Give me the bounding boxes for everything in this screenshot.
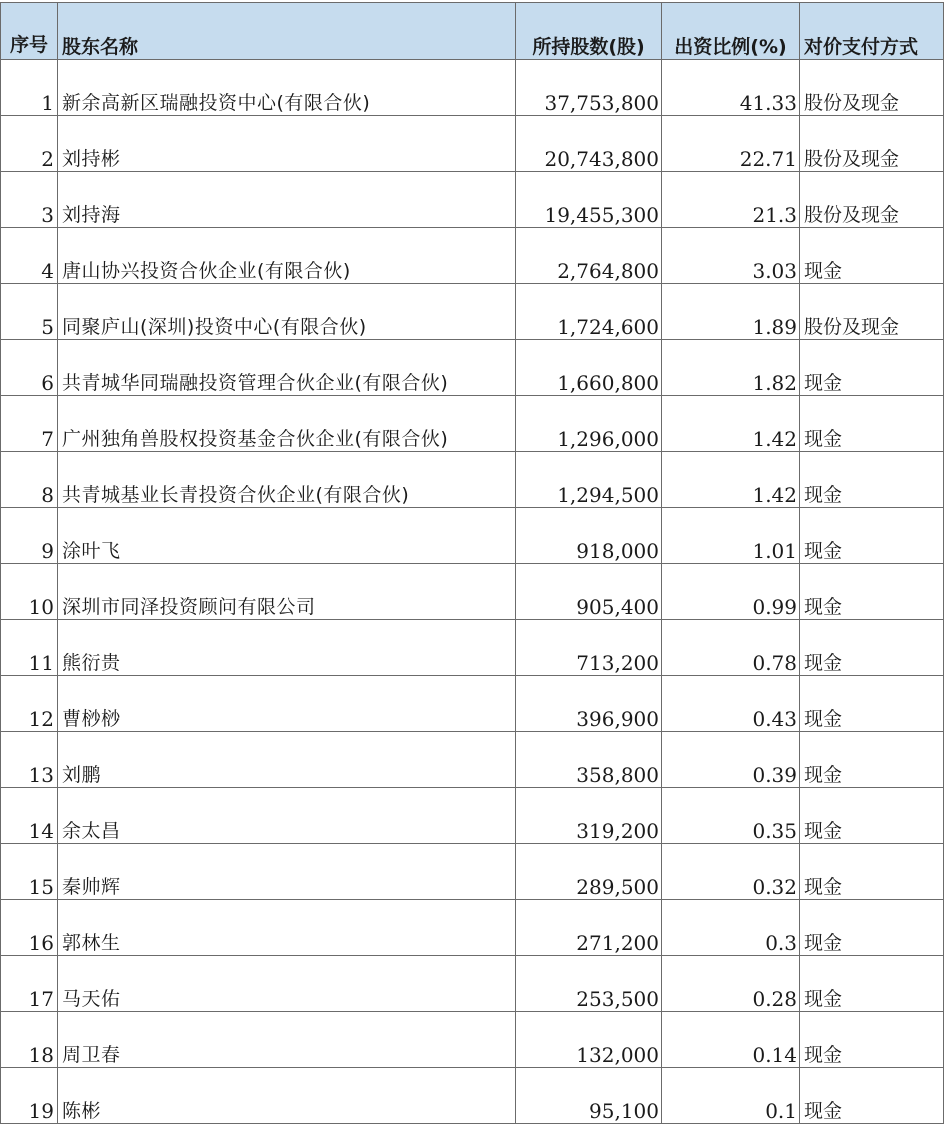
shares-held: 918,000 xyxy=(516,508,662,564)
contribution-ratio: 1.42 xyxy=(662,452,800,508)
shares-held: 20,743,800 xyxy=(516,116,662,172)
shares-held: 289,500 xyxy=(516,844,662,900)
contribution-ratio: 1.82 xyxy=(662,340,800,396)
shares-held: 319,200 xyxy=(516,788,662,844)
row-index: 12 xyxy=(1,676,58,732)
shares-held: 95,100 xyxy=(516,1068,662,1124)
table-body xyxy=(1,60,944,1124)
header-shares-held: 所持股数(股) xyxy=(516,3,662,60)
shareholder-table xyxy=(0,2,944,1124)
table-row xyxy=(1,508,944,564)
shareholder-name: 熊衍贵 xyxy=(58,620,516,676)
payment-method: 现金 xyxy=(800,508,944,564)
table-row xyxy=(1,900,944,956)
contribution-ratio: 0.35 xyxy=(662,788,800,844)
payment-method: 股份及现金 xyxy=(800,60,944,116)
contribution-ratio: 3.03 xyxy=(662,228,800,284)
contribution-ratio: 21.3 xyxy=(662,172,800,228)
contribution-ratio: 0.39 xyxy=(662,732,800,788)
table-row xyxy=(1,956,944,1012)
payment-method: 现金 xyxy=(800,788,944,844)
table-row xyxy=(1,1012,944,1068)
row-index: 11 xyxy=(1,620,58,676)
row-index: 10 xyxy=(1,564,58,620)
row-index: 14 xyxy=(1,788,58,844)
contribution-ratio: 0.1 xyxy=(662,1068,800,1124)
row-index: 16 xyxy=(1,900,58,956)
contribution-ratio: 1.42 xyxy=(662,396,800,452)
shareholder-name: 周卫春 xyxy=(58,1012,516,1068)
header-payment-method: 对价支付方式 xyxy=(800,3,944,60)
payment-method: 股份及现金 xyxy=(800,116,944,172)
row-index: 9 xyxy=(1,508,58,564)
row-index: 5 xyxy=(1,284,58,340)
shares-held: 271,200 xyxy=(516,900,662,956)
row-index: 4 xyxy=(1,228,58,284)
contribution-ratio: 1.01 xyxy=(662,508,800,564)
table-row xyxy=(1,844,944,900)
payment-method: 现金 xyxy=(800,620,944,676)
contribution-ratio: 0.28 xyxy=(662,956,800,1012)
contribution-ratio: 41.33 xyxy=(662,60,800,116)
shares-held: 19,455,300 xyxy=(516,172,662,228)
table-row xyxy=(1,452,944,508)
shares-held: 1,724,600 xyxy=(516,284,662,340)
shareholder-name: 刘持彬 xyxy=(58,116,516,172)
row-index: 8 xyxy=(1,452,58,508)
table-row xyxy=(1,676,944,732)
header-contribution-ratio: 出资比例(%) xyxy=(662,3,800,60)
payment-method: 现金 xyxy=(800,732,944,788)
shareholder-name: 涂叶飞 xyxy=(58,508,516,564)
payment-method: 现金 xyxy=(800,1012,944,1068)
row-index: 1 xyxy=(1,60,58,116)
table-row xyxy=(1,60,944,116)
shares-held: 1,296,000 xyxy=(516,396,662,452)
row-index: 15 xyxy=(1,844,58,900)
table-row xyxy=(1,284,944,340)
shares-held: 2,764,800 xyxy=(516,228,662,284)
row-index: 3 xyxy=(1,172,58,228)
shares-held: 396,900 xyxy=(516,676,662,732)
row-index: 2 xyxy=(1,116,58,172)
payment-method: 现金 xyxy=(800,676,944,732)
shareholder-name: 刘持海 xyxy=(58,172,516,228)
shares-held: 713,200 xyxy=(516,620,662,676)
shares-held: 1,660,800 xyxy=(516,340,662,396)
header-index: 序号 xyxy=(1,3,58,60)
shareholder-name: 同聚庐山(深圳)投资中心(有限合伙) xyxy=(58,284,516,340)
shareholder-name: 共青城基业长青投资合伙企业(有限合伙) xyxy=(58,452,516,508)
row-index: 18 xyxy=(1,1012,58,1068)
shares-held: 253,500 xyxy=(516,956,662,1012)
table-row xyxy=(1,172,944,228)
payment-method: 现金 xyxy=(800,396,944,452)
table-row xyxy=(1,620,944,676)
contribution-ratio: 1.89 xyxy=(662,284,800,340)
shareholder-name: 余太昌 xyxy=(58,788,516,844)
table-row xyxy=(1,340,944,396)
shares-held: 905,400 xyxy=(516,564,662,620)
table-row xyxy=(1,564,944,620)
shareholder-name: 共青城华同瑞融投资管理合伙企业(有限合伙) xyxy=(58,340,516,396)
contribution-ratio: 22.71 xyxy=(662,116,800,172)
shares-held: 132,000 xyxy=(516,1012,662,1068)
shares-held: 1,294,500 xyxy=(516,452,662,508)
table-row xyxy=(1,116,944,172)
shareholder-name: 秦帅辉 xyxy=(58,844,516,900)
payment-method: 股份及现金 xyxy=(800,172,944,228)
contribution-ratio: 0.3 xyxy=(662,900,800,956)
payment-method: 现金 xyxy=(800,900,944,956)
payment-method: 现金 xyxy=(800,340,944,396)
payment-method: 股份及现金 xyxy=(800,284,944,340)
table-row xyxy=(1,788,944,844)
shareholder-name: 曹桫桫 xyxy=(58,676,516,732)
table-row xyxy=(1,228,944,284)
row-index: 17 xyxy=(1,956,58,1012)
shareholder-name: 刘鹏 xyxy=(58,732,516,788)
payment-method: 现金 xyxy=(800,452,944,508)
shareholder-name: 广州独角兽股权投资基金合伙企业(有限合伙) xyxy=(58,396,516,452)
shares-held: 358,800 xyxy=(516,732,662,788)
shareholder-name: 深圳市同泽投资顾问有限公司 xyxy=(58,564,516,620)
row-index: 7 xyxy=(1,396,58,452)
row-index: 19 xyxy=(1,1068,58,1124)
shareholder-name: 新余高新区瑞融投资中心(有限合伙) xyxy=(58,60,516,116)
header-shareholder-name: 股东名称 xyxy=(58,3,516,60)
table-row xyxy=(1,396,944,452)
contribution-ratio: 0.78 xyxy=(662,620,800,676)
payment-method: 现金 xyxy=(800,844,944,900)
contribution-ratio: 0.14 xyxy=(662,1012,800,1068)
payment-method: 现金 xyxy=(800,564,944,620)
row-index: 13 xyxy=(1,732,58,788)
table-row xyxy=(1,732,944,788)
contribution-ratio: 0.43 xyxy=(662,676,800,732)
shareholder-name: 郭林生 xyxy=(58,900,516,956)
row-index: 6 xyxy=(1,340,58,396)
table-row xyxy=(1,1068,944,1124)
shareholder-name: 马天佑 xyxy=(58,956,516,1012)
table-header-row xyxy=(1,3,944,60)
payment-method: 现金 xyxy=(800,956,944,1012)
contribution-ratio: 0.32 xyxy=(662,844,800,900)
shares-held: 37,753,800 xyxy=(516,60,662,116)
shareholder-name: 陈彬 xyxy=(58,1068,516,1124)
contribution-ratio: 0.99 xyxy=(662,564,800,620)
shareholder-name: 唐山协兴投资合伙企业(有限合伙) xyxy=(58,228,516,284)
payment-method: 现金 xyxy=(800,228,944,284)
payment-method: 现金 xyxy=(800,1068,944,1124)
